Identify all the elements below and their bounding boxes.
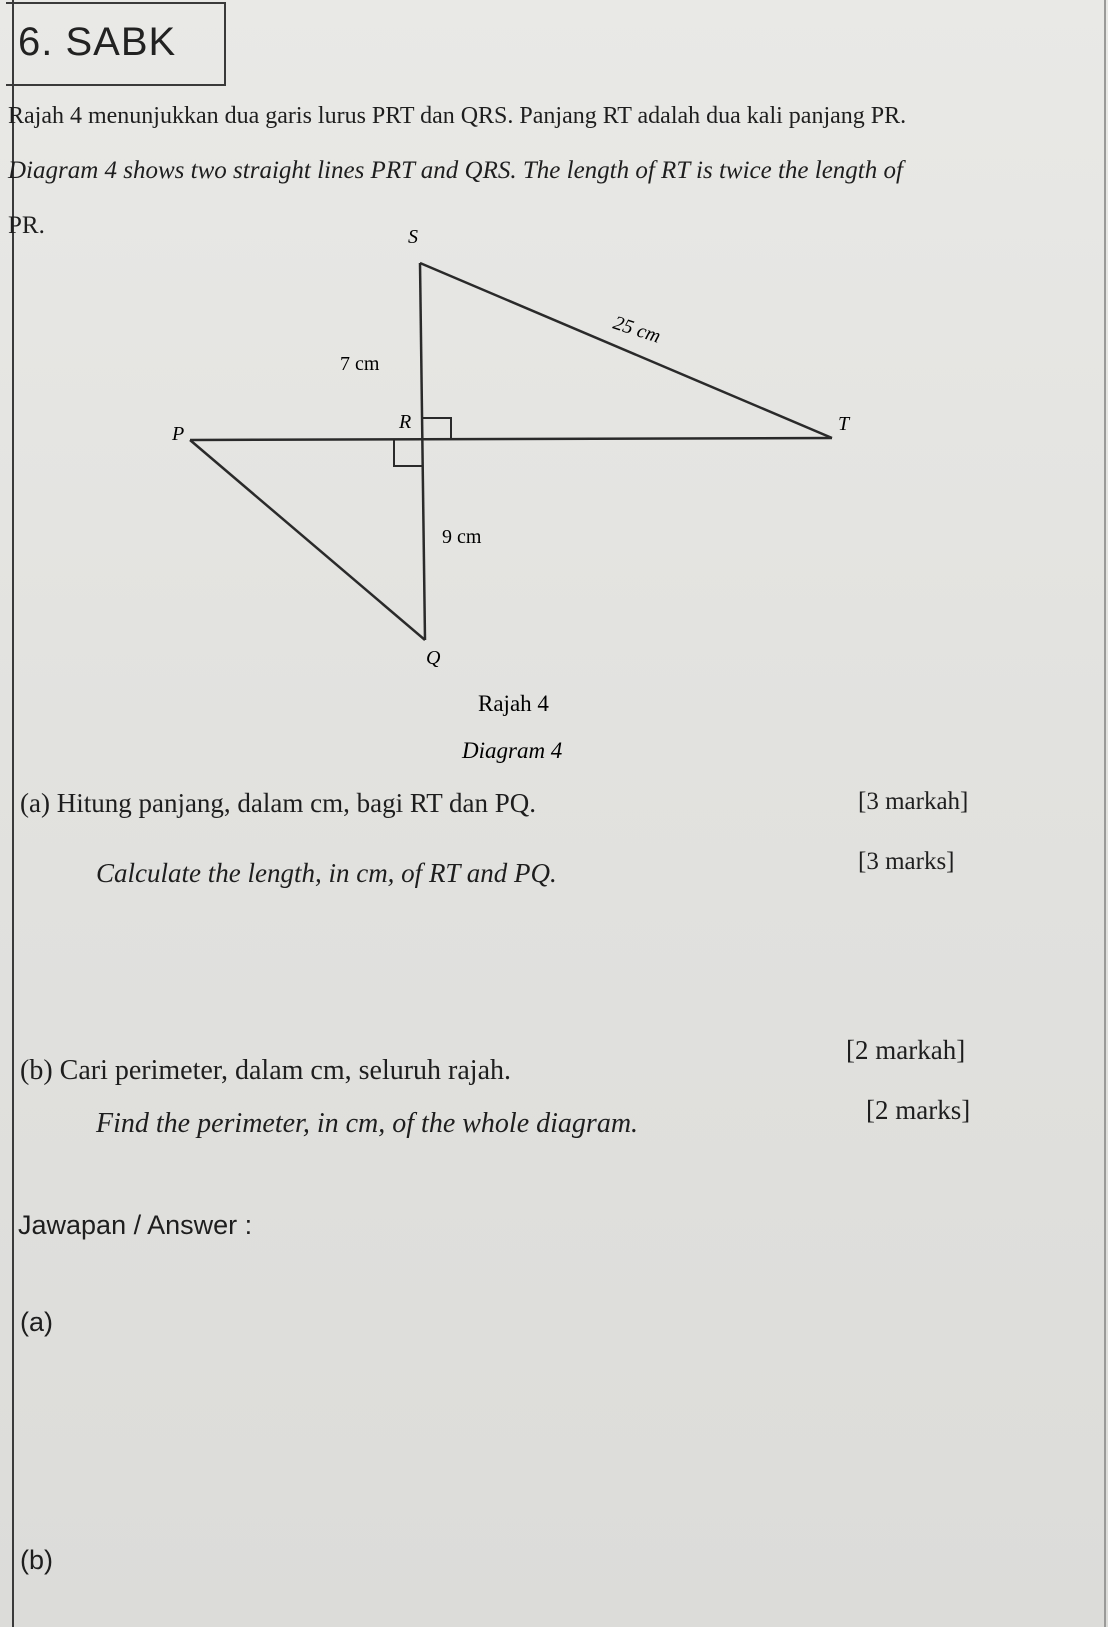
line-qrs [420,263,425,640]
vertex-p-label: P [172,423,185,445]
side-sr-label: 7 cm [340,353,380,375]
answer-part-a-label: (a) [20,1307,53,1337]
right-angle-lower [394,440,422,466]
side-st-label: 25 cm [610,311,664,348]
part-b-english: Find the perimeter, in cm, of the whole diagram. [96,1108,639,1139]
intro-english-line-1: Diagram 4 shows two straight lines PRT and QRS. The length of RT is twice the length of [8,157,903,184]
line-prt [190,438,832,440]
vertex-s-label: S [408,226,418,248]
diagram-caption-malay: Rajah 4 [478,691,549,716]
line-pq [190,440,425,640]
vertex-t-label: T [838,413,850,435]
side-rq-label: 9 cm [442,526,482,548]
vertex-r-label: R [399,411,412,433]
part-b-malay: (b) Cari perimeter, dalam cm, seluruh rajah. [20,1055,512,1086]
question-number: 6. SABK [18,20,177,64]
vertex-q-label: Q [426,647,441,669]
diagram-caption-english: Diagram 4 [462,738,563,763]
part-a-marks-english: [3 marks] [858,848,955,875]
part-b-marks-english: [2 marks] [866,1095,971,1125]
line-st [420,263,832,438]
answer-part-b-label: (b) [20,1545,53,1575]
part-a-malay: (a) Hitung panjang, dalam cm, bagi RT dan PQ. [20,788,537,818]
part-a-english: Calculate the length, in cm, of RT and PQ. [96,858,557,888]
geometry-diagram [0,0,1108,780]
part-b-marks-malay: [2 markah] [846,1035,966,1065]
answer-heading: Jawapan / Answer : [18,1210,253,1240]
intro-malay: Rajah 4 menunjukkan dua garis lurus PRT dan QRS. Panjang RT adalah dua kali panjang PR. [8,103,907,129]
intro-english-line-2: PR. [8,212,45,239]
part-a-marks-malay: [3 markah] [858,788,969,815]
right-angle-upper [423,418,451,439]
